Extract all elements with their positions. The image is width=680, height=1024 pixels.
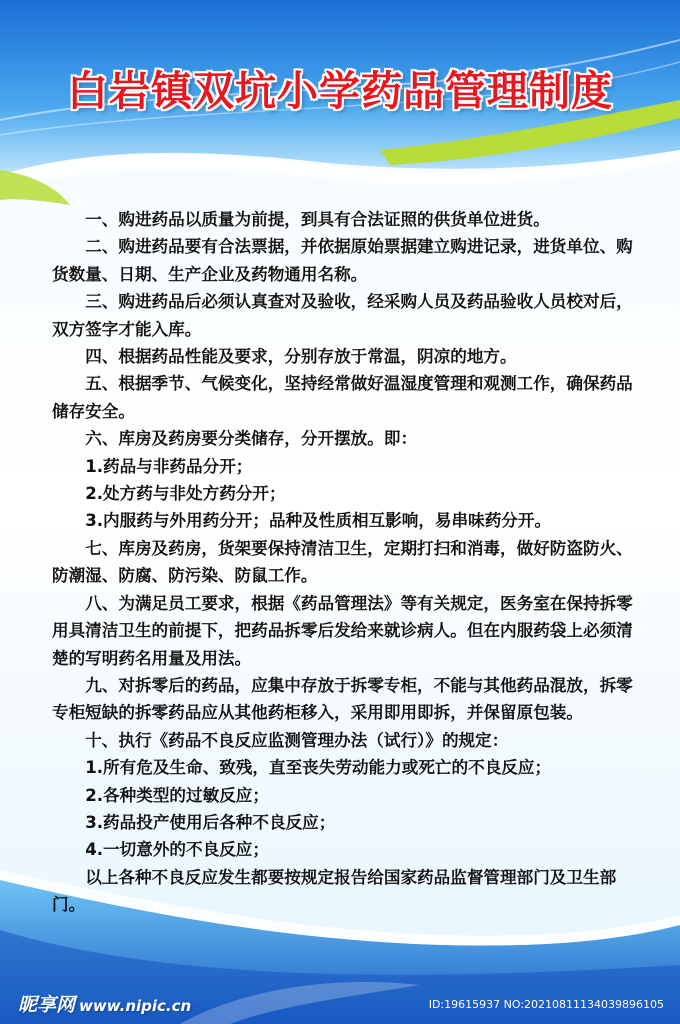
watermark-logo bbox=[18, 990, 191, 1017]
rule-paragraph: 五、根据季节、气候变化，坚持经常做好温湿度管理和观测工作，确保药品储存安全。 bbox=[52, 374, 633, 421]
rule-paragraph: 二、购进药品要有合法票据，并依据原始票据建立购进记录，进货单位、购货数量、日期、生产企业及药物通用名称。 bbox=[52, 237, 633, 284]
watermark-url: www.nipic.cn bbox=[79, 997, 192, 1015]
rule-paragraph: 九、对拆零后的药品，应集中存放于拆零专柜，不能与其他药品混放，拆零专柜短缺的拆零药品应从其他药柜移入，采用即用即拆，并保留原包装。 bbox=[52, 675, 633, 723]
watermark-logo-text: 昵享网 bbox=[18, 994, 76, 1016]
page-title: 白岩镇双坑小学药品管理制度 bbox=[67, 67, 613, 115]
rules-content bbox=[52, 206, 634, 919]
rule-paragraph: 四、根据药品性能及要求，分别存放于常温，阴凉的地方。 bbox=[85, 347, 517, 367]
rule-paragraph: 八、为满足员工要求，根据《药品管理法》等有关规定，医务室在保持拆零用具清洁卫生的前提下，把药品拆零后发给来就诊病人。但在内服药袋上必须清楚的写明药名用量及用法。 bbox=[52, 593, 633, 668]
rule-paragraph: 2.各种类型的过敏反应； bbox=[85, 785, 269, 805]
rule-paragraph: 1.药品与非药品分开； bbox=[85, 456, 253, 476]
watermark-id: ID:19615937 NO:20210811134039896105 bbox=[428, 998, 664, 1011]
rule-paragraph: 4.一切意外的不良反应； bbox=[85, 840, 269, 860]
rule-paragraph: 六、库房及药房要分类储存，分开摆放。即： bbox=[85, 429, 418, 449]
rule-paragraph: 3.药品投产使用后各种不良反应； bbox=[85, 812, 336, 832]
rule-paragraph: 十、执行《药品不良反应监测管理办法（试行）》的规定： bbox=[85, 730, 509, 750]
rule-paragraph: 七、库房及药房，货架要保持清洁卫生，定期打扫和消毒，做好防盗防火、防潮湿、防腐、防污染、防鼠工作。 bbox=[52, 538, 633, 586]
rule-paragraph: 2.处方药与非处方药分开； bbox=[85, 484, 286, 504]
rule-paragraph: 1.所有危及生命、致残，直至丧失劳动能力或死亡的不良反应； bbox=[85, 758, 552, 778]
rule-paragraph: 以上各种不良反应发生都要按规定报告给国家药品监督管理部门及卫生部门。 bbox=[52, 867, 617, 915]
rule-paragraph: 3.内服药与外用药分开；品种及性质相互影响，易串味药分开。 bbox=[85, 511, 552, 531]
rule-paragraph: 三、购进药品后必须认真查对及验收，经采购人员及药品验收人员校对后，双方签字才能入库。 bbox=[52, 292, 633, 339]
rule-paragraph: 一、购进药品以质量为前提，到具有合法证照的供货单位进货。 bbox=[85, 210, 550, 229]
